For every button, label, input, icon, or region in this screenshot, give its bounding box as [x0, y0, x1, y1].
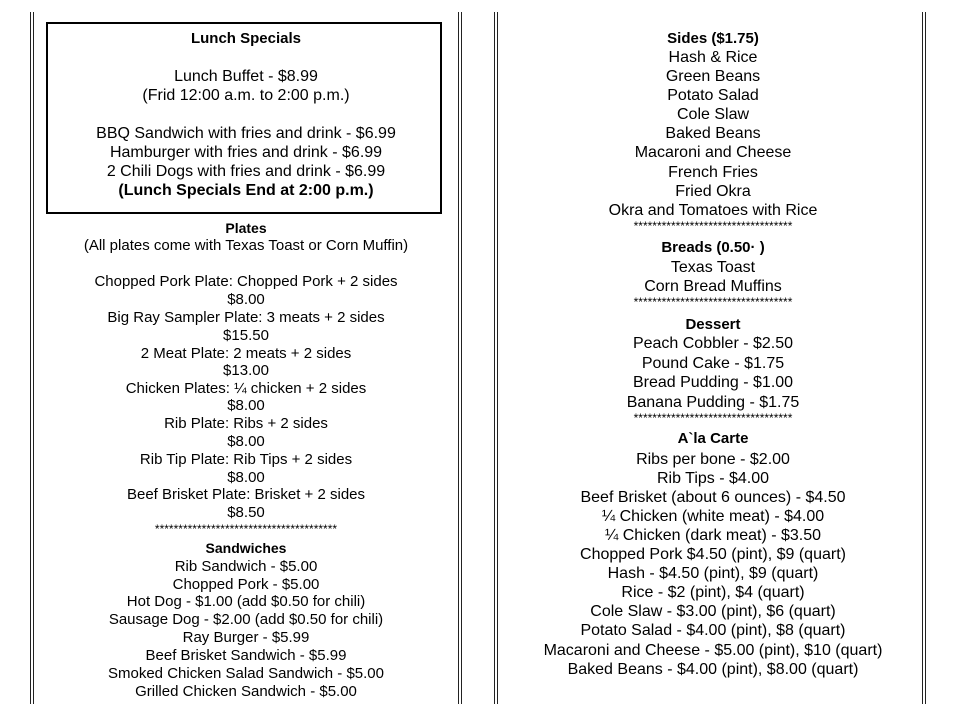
side-item: Macaroni and Cheese — [634, 144, 792, 161]
alacarte-item: Rice - $2 (pint), $4 (quart) — [621, 584, 805, 601]
alacarte-item: ¼ Chicken (dark meat) - $3.50 — [604, 527, 822, 544]
side-item: Fried Okra — [675, 183, 751, 200]
plate-name: Rib Plate: Ribs + 2 sides — [164, 415, 328, 432]
alacarte-item: ¼ Chicken (white meat) - $4.00 — [601, 508, 825, 525]
plate-name: Chicken Plates: ¼ chicken + 2 sides — [125, 380, 367, 397]
lunch-specials-title: Lunch Specials — [190, 30, 302, 47]
sandwich-item: Grilled Chicken Sandwich - $5.00 — [135, 683, 357, 700]
plate-name: Big Ray Sampler Plate: 3 meats + 2 sides — [107, 309, 385, 326]
dessert-item: Banana Pudding - $1.75 — [626, 394, 800, 411]
separator: ********************************** — [633, 295, 793, 309]
alacarte-item: Cole Slaw - $3.00 (pint), $6 (quart) — [590, 603, 836, 620]
sandwich-item: Hot Dog - $1.00 (add $0.50 for chili) — [126, 593, 366, 610]
separator: *************************************** — [154, 522, 338, 536]
alacarte-item: Rib Tips - $4.00 — [656, 470, 770, 487]
side-item: Baked Beans — [665, 125, 761, 142]
alacarte-title: A`la Carte — [677, 430, 749, 447]
plate-name: 2 Meat Plate: 2 meats + 2 sides — [140, 345, 352, 362]
side-item: French Fries — [668, 164, 758, 181]
plate-name: Rib Tip Plate: Rib Tips + 2 sides — [139, 451, 353, 468]
plate-price: $8.00 — [227, 397, 265, 414]
breads-title: Breads (0.50· ) — [661, 239, 765, 256]
plates-note: (All plates come with Texas Toast or Corn Muffin) — [83, 237, 409, 254]
side-item: Potato Salad — [667, 87, 759, 104]
left-border-rule — [30, 12, 34, 704]
plate-price: $8.00 — [227, 291, 265, 308]
lunch-item: 2 Chili Dogs with fries and drink - $6.99 — [106, 163, 386, 180]
lunch-buffet-line: Lunch Buffet - $8.99 — [174, 68, 318, 85]
plate-price: $8.00 — [227, 469, 265, 486]
side-item: Hash & Rice — [668, 49, 758, 66]
alacarte-item: Ribs per bone - $2.00 — [636, 451, 790, 468]
separator: ********************************** — [633, 411, 793, 425]
lunch-item: Hamburger with fries and drink - $6.99 — [109, 144, 383, 161]
alacarte-item: Baked Beans - $4.00 (pint), $8.00 (quart) — [567, 661, 859, 678]
sandwiches-title: Sandwiches — [205, 540, 287, 556]
plate-price: $8.50 — [227, 504, 265, 521]
sandwich-item: Smoked Chicken Salad Sandwich - $5.00 — [108, 665, 384, 682]
separator: ********************************** — [633, 219, 793, 233]
center-border-rule-left — [458, 12, 462, 704]
sides-title: Sides ($1.75) — [667, 30, 759, 47]
plate-name: Beef Brisket Plate: Brisket + 2 sides — [126, 486, 366, 503]
sandwich-item: Chopped Pork - $5.00 — [172, 576, 320, 593]
sandwich-item: Rib Sandwich - $5.00 — [174, 558, 318, 575]
dessert-item: Peach Cobbler - $2.50 — [632, 335, 794, 352]
alacarte-item: Hash - $4.50 (pint), $9 (quart) — [607, 565, 819, 582]
plates-title: Plates — [225, 220, 267, 236]
sandwich-item: Sausage Dog - $2.00 (add $0.50 for chili) — [108, 611, 384, 628]
sandwich-item: Beef Brisket Sandwich - $5.99 — [145, 647, 347, 664]
lunch-item: BBQ Sandwich with fries and drink - $6.99 — [96, 125, 396, 142]
alacarte-item: Potato Salad - $4.00 (pint), $8 (quart) — [580, 622, 846, 639]
dessert-title: Dessert — [685, 316, 741, 333]
dessert-item: Pound Cake - $1.75 — [641, 355, 785, 372]
bread-item: Texas Toast — [670, 259, 756, 276]
plate-name: Chopped Pork Plate: Chopped Pork + 2 sides — [94, 273, 398, 290]
alacarte-item: Beef Brisket (about 6 ounces) - $4.50 — [580, 489, 846, 506]
lunch-buffet-hours: (Frid 12:00 a.m. to 2:00 p.m.) — [142, 87, 350, 104]
bread-item: Corn Bread Muffins — [644, 278, 782, 295]
lunch-end-note: (Lunch Specials End at 2:00 p.m.) — [118, 182, 374, 199]
alacarte-item: Chopped Pork $4.50 (pint), $9 (quart) — [580, 546, 846, 563]
side-item: Green Beans — [665, 68, 761, 85]
center-border-rule-right — [494, 12, 498, 704]
plate-price: $8.00 — [227, 433, 265, 450]
plate-price: $15.50 — [223, 327, 269, 344]
dessert-item: Bread Pudding - $1.00 — [632, 374, 794, 391]
plate-price: $13.00 — [223, 362, 269, 379]
side-item: Cole Slaw — [676, 106, 750, 123]
sandwich-item: Ray Burger - $5.99 — [182, 629, 310, 646]
right-border-rule — [922, 12, 926, 704]
side-item: Okra and Tomatoes with Rice — [608, 202, 818, 219]
alacarte-item: Macaroni and Cheese - $5.00 (pint), $10 (quart) — [543, 642, 883, 659]
